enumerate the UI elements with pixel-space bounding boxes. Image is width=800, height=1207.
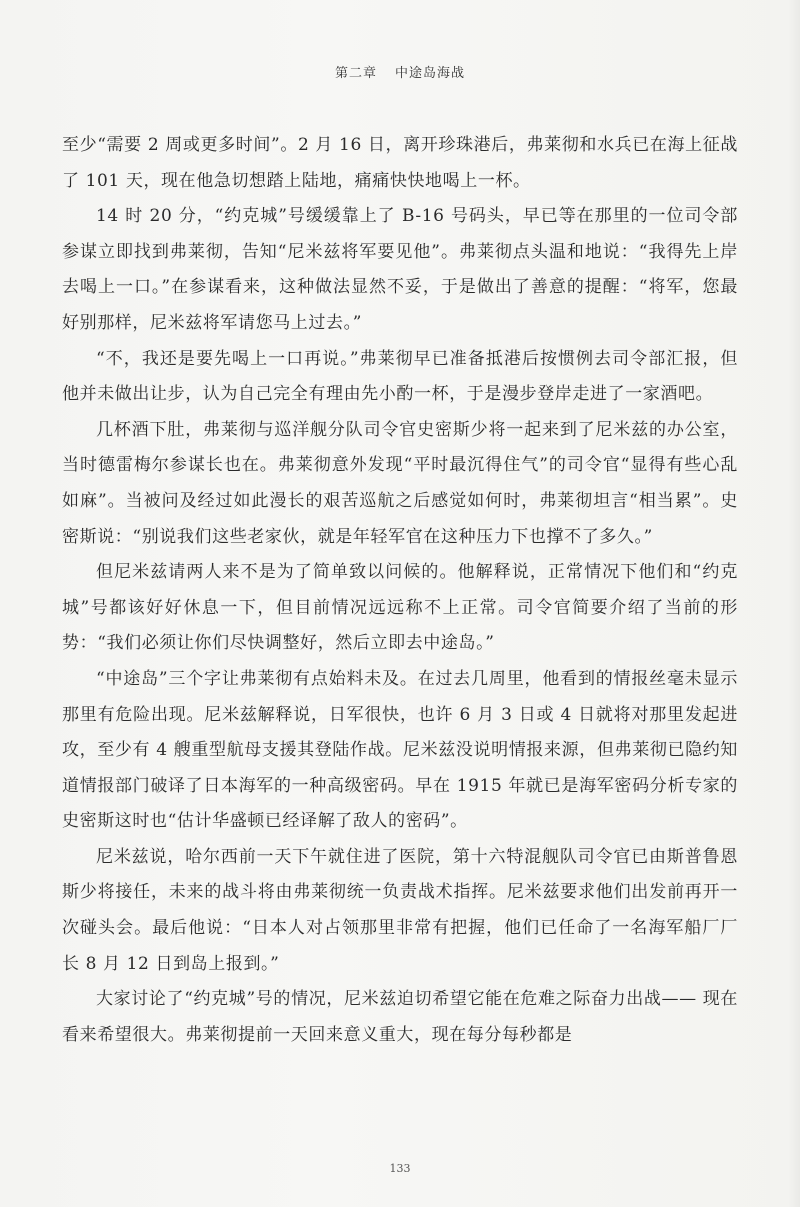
paragraph: 尼米兹说，哈尔西前一天下午就住进了医院，第十六特混舰队司令官已由斯普鲁恩斯少将接任，未来的战斗将由弗莱彻统一负责战术指挥。尼米兹要求他们出发前再开一次碰头会。最后他说：“日本人对占领那里非常有把握，他们已任命了一名海军船厂厂长 8 月 12 日到岛上报到。” <box>62 846 738 974</box>
chapter-label: 第二章 <box>334 66 377 81</box>
running-header <box>0 62 800 81</box>
paragraph: “中途岛”三个字让弗莱彻有点始料未及。在过去几周里，他看到的情报丝毫未显示那里有危险出现。尼米兹解释说，日军很快，也许 6 月 3 日或 4 日就将对那里发起进攻，至少有 4 艘重型航母支援其登陆作战。尼米兹没说明情报来源，但弗莱彻已隐约知道情报部门破译了日本海军的一种高级密码。早在 1915 年就已是海军密码分析专家的史密斯这时也“估计华盛顿已经译解了敌人的密码”。 <box>62 668 738 832</box>
paragraph: “不，我还是要先喝上一口再说。”弗莱彻早已准备抵港后按惯例去司令部汇报，但他并未做出让步，认为自己完全有理由先小酌一杯，于是漫步登岸走进了一家酒吧。 <box>62 348 738 405</box>
paragraph: 几杯酒下肚，弗莱彻与巡洋舰分队司令官史密斯少将一起来到了尼米兹的办公室，当时德雷梅尔参谋长也在。弗莱彻意外发现“平时最沉得住气”的司令官“显得有些心乱如麻”。当被问及经过如此漫长的艰苦巡航之后感觉如何时，弗莱彻坦言“相当累”。史密斯说：“别说我们这些老家伙，就是年轻军官在这种压力下也撑不了多久。” <box>62 419 738 547</box>
page-edge-shadow <box>788 0 800 1207</box>
paragraph: 14 时 20 分，“约克城”号缓缓靠上了 B-16 号码头，早已等在那里的一位司令部参谋立即找到弗莱彻，告知“尼米兹将军要见他”。弗莱彻点头温和地说：“我得先上岸去喝上一口。”在参谋看来，这种做法显然不妥，于是做出了善意的提醒：“将军，您最好别那样，尼米兹将军请您马上过去。” <box>62 206 738 333</box>
paragraph-continuation: 至少“需要 2 周或更多时间”。2 月 16 日，离开珍珠港后，弗莱彻和水兵已在海上征战了 101 天，现在他急切想踏上陆地，痛痛快快地喝上一杯。 <box>62 135 738 191</box>
body-text <box>62 128 738 1053</box>
chapter-title: 中途岛海战 <box>395 66 466 81</box>
paragraph: 但尼米兹请两人来不是为了简单致以问候的。他解释说，正常情况下他们和“约克城”号都该好好休息一下，但目前情况远远称不上正常。司令官简要介绍了当前的形势：“我们必须让你们尽快调整好，然后立即去中途岛。” <box>62 562 738 654</box>
paragraph: 大家讨论了“约克城”号的情况，尼米兹迫切希望它能在危难之际奋力出战—— 现在看来希望很大。弗莱彻提前一天回来意义重大，现在每分每秒都是 <box>62 989 738 1045</box>
page-number: 133 <box>389 1162 411 1175</box>
